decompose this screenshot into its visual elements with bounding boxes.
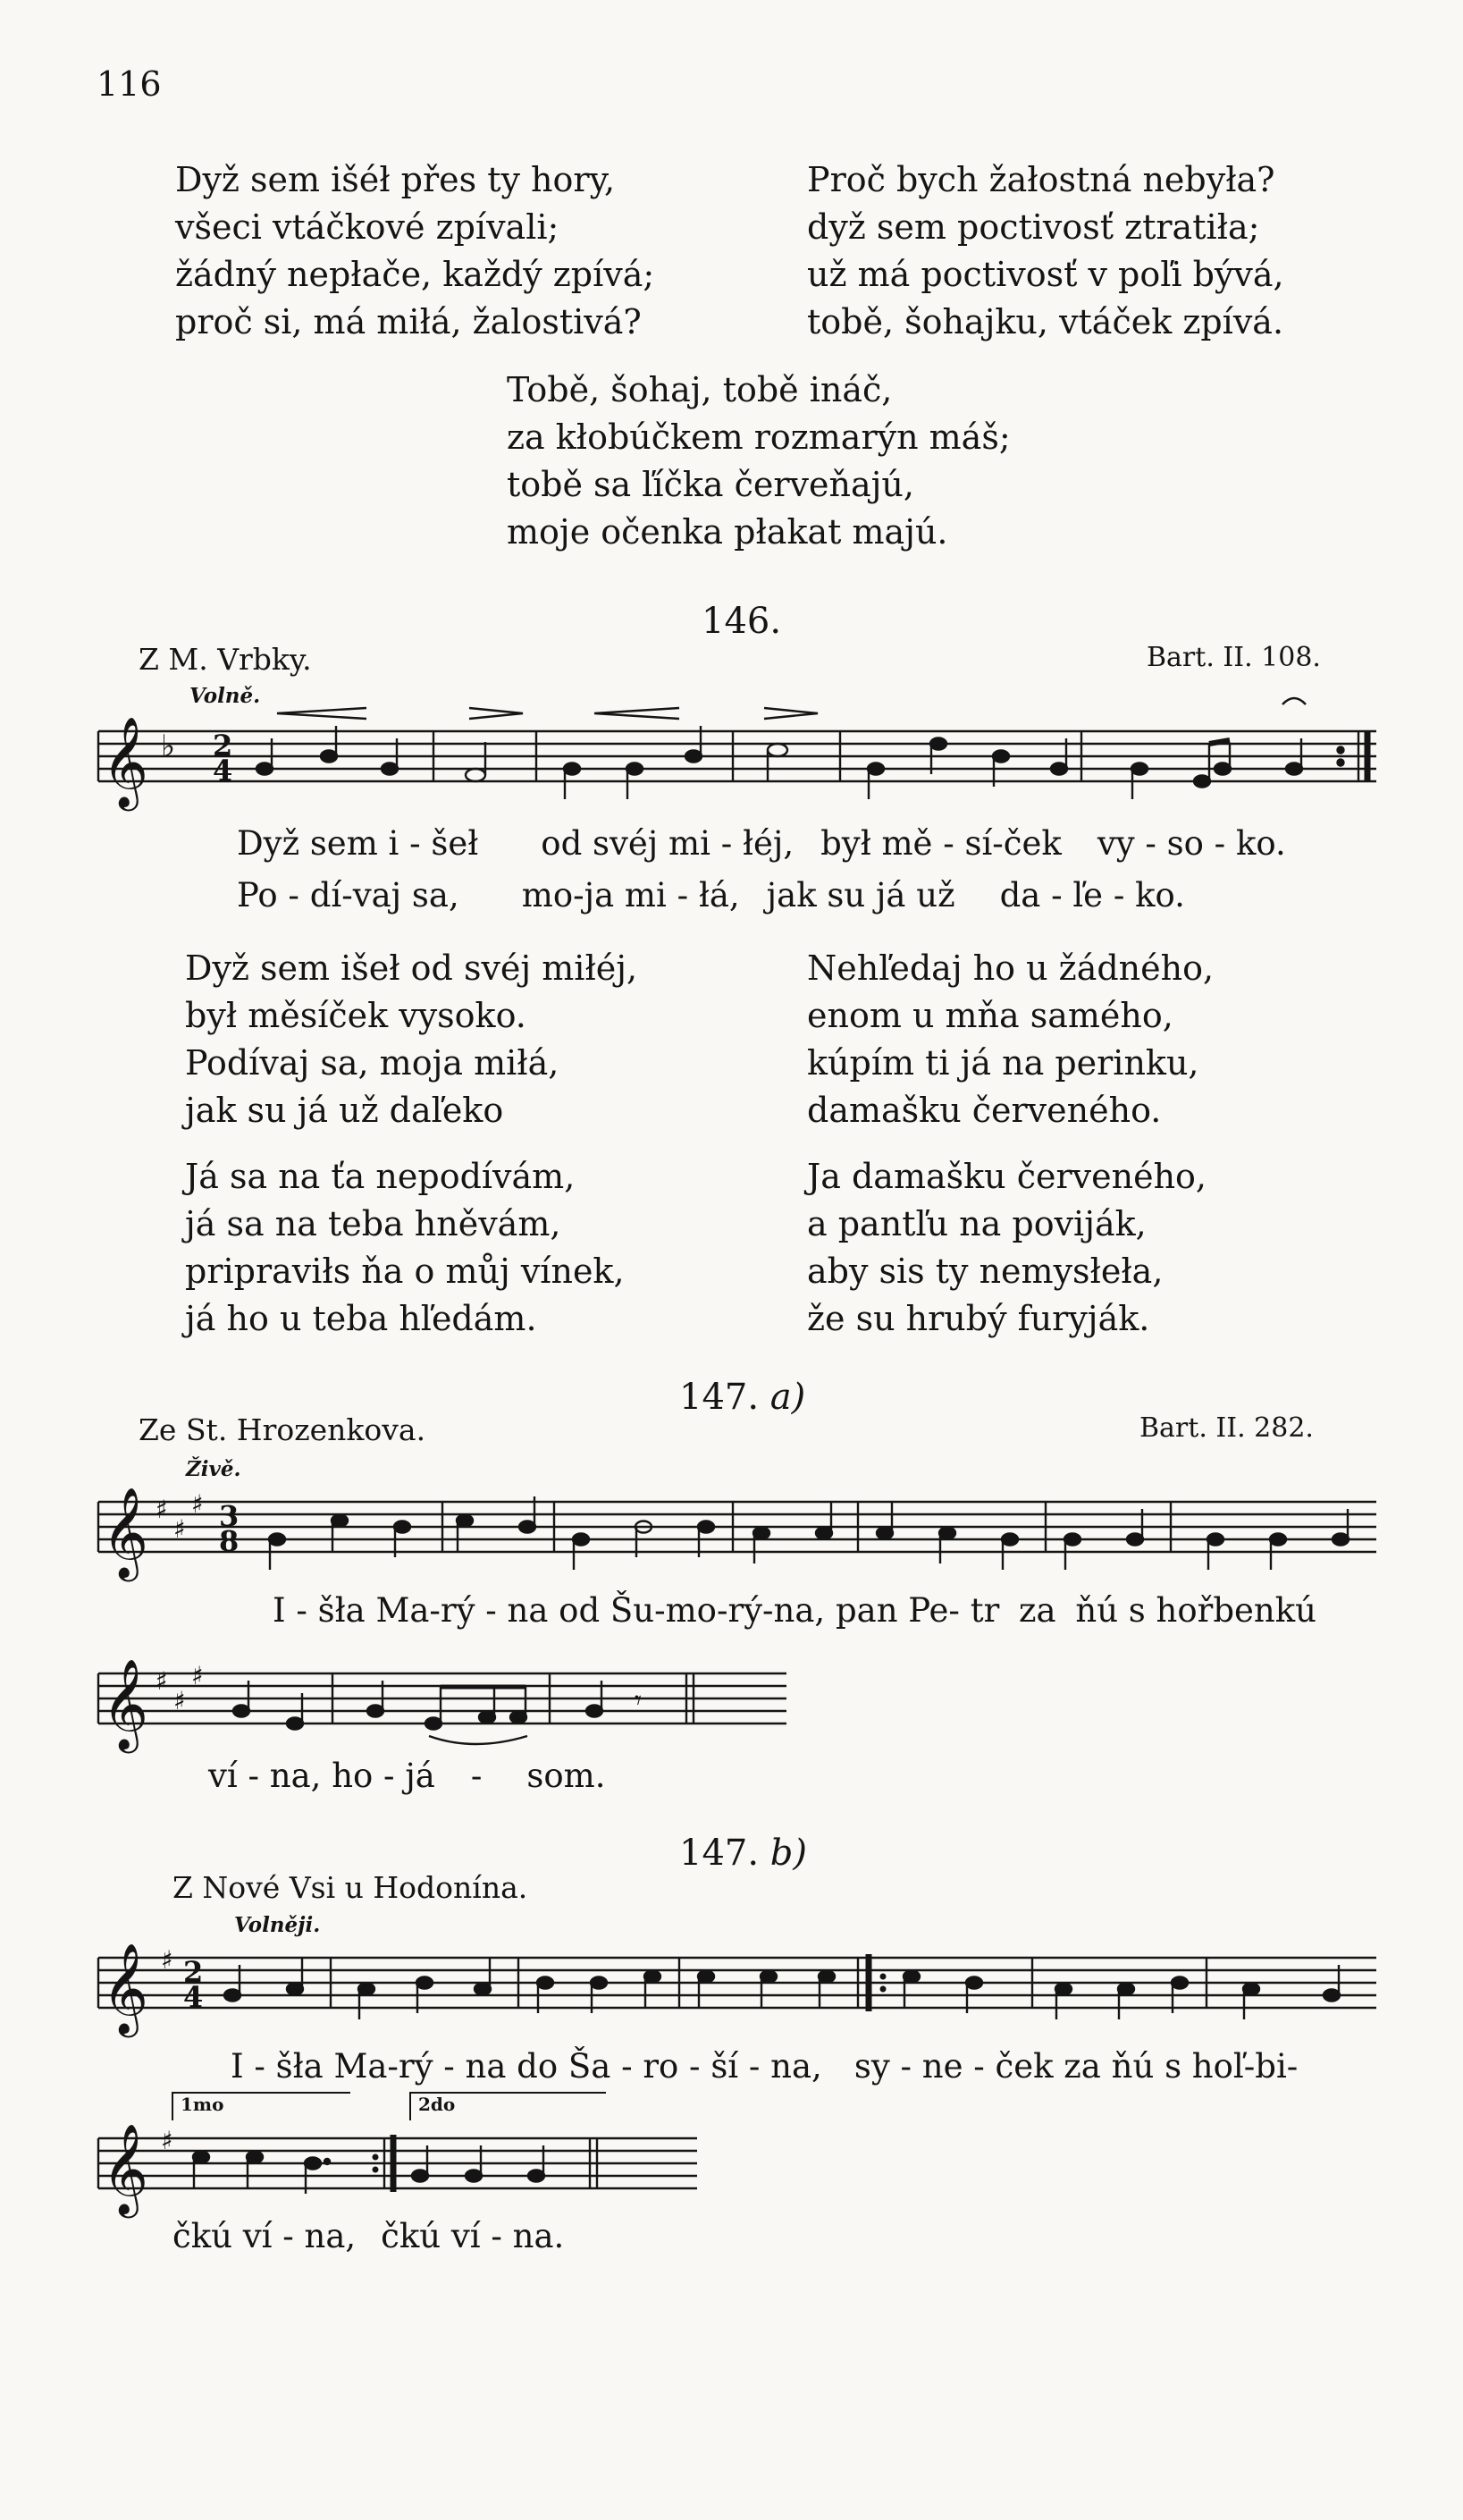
verse-line: že su hrubý furyják.: [807, 1299, 1150, 1338]
song-146-verse-right-2: [807, 1153, 1207, 1343]
tempo-marking: Volněji.: [234, 1913, 321, 1937]
verse-line: jak su já už daľeko: [185, 1091, 504, 1130]
lyrics-line-1: [231, 2047, 1298, 2086]
lyric-phrase: Šu-mo-rý-na,: [610, 1591, 826, 1630]
lyric-phrase: mo-ja mi - łá,: [521, 876, 740, 914]
verse-line: Ja damašku červeného,: [807, 1157, 1207, 1196]
tempo-marking: Živě.: [186, 1457, 241, 1481]
treble-clef-icon: 𝄞: [102, 715, 149, 807]
verse-line: Proč bych žałostná nebyła?: [807, 160, 1275, 199]
song-reference: Bart. II. 108.: [1147, 642, 1321, 673]
verse-line: dyž sem poctivosť ztratiła;: [807, 207, 1260, 247]
time-signature: 4: [213, 754, 233, 788]
lyric-phrase: sy - ne - ček za: [853, 2047, 1101, 2086]
lyrics-line-1: [273, 1591, 1316, 1630]
verse-line: enom u mňa samého,: [807, 996, 1173, 1035]
svg-text:𝄾: 𝄾: [635, 1685, 642, 1716]
music-staff: [89, 2103, 804, 2219]
lyric-phrase: ho - já: [332, 1757, 435, 1795]
song-146-verse-right-1: [807, 945, 1214, 1134]
lyric-phrase: ví - na,: [208, 1757, 322, 1795]
lyric-phrase: Po - dí-vaj sa,: [237, 876, 459, 914]
verse-line: už má poctivosť v poľi bývá,: [807, 255, 1284, 294]
tempo-marking: Volně.: [189, 684, 261, 708]
verse-line: já ho u teba hľedám.: [185, 1299, 537, 1338]
sharp-sign-icon: ♯: [191, 1489, 204, 1519]
song-146-verse-left-2: [185, 1153, 625, 1343]
lyric-phrase: do: [517, 2047, 559, 2086]
time-signature: 3: [219, 1499, 240, 1533]
lyric-phrase: jak su já už: [766, 876, 955, 914]
song-number: 146.: [702, 601, 782, 642]
lyric-phrase: s hořbenkú: [1128, 1591, 1316, 1630]
intro-verse-center: [507, 367, 1011, 556]
music-staff: [89, 1922, 1394, 2038]
lyric-phrase: Ša - ro - ší - na,: [568, 2047, 822, 2086]
song-source: Ze St. Hrozenkova.: [139, 1412, 426, 1447]
verse-line: aby sis ty nemysłeła,: [807, 1252, 1164, 1291]
lyric-phrase: ňú: [1075, 1591, 1119, 1630]
lyrics-line-2: [237, 876, 1185, 914]
verse-line: Dyž sem išéł přes ty hory,: [175, 160, 616, 199]
lyric-phrase: I - šła: [231, 2047, 324, 2086]
lyric-phrase: był mě - sí-ček: [820, 824, 1062, 863]
song-source: Z Nové Vsi u Hodonína.: [172, 1870, 528, 1905]
lyric-phrase: da - ľe - ko.: [999, 876, 1185, 914]
verse-line: tobě, šohajku, vtáček zpívá.: [807, 302, 1284, 341]
verse-line: był měsíček vysoko.: [185, 996, 526, 1035]
song-number: 147. a): [679, 1377, 806, 1418]
verse-line: a pantľu na poviják,: [807, 1204, 1147, 1243]
time-signature: 4: [183, 1980, 204, 2014]
verse-line: damašku červeného.: [807, 1091, 1162, 1130]
verse-line: za kłobúčkem rozmarýn máš;: [507, 417, 1011, 457]
intro-verse-left: [175, 156, 654, 346]
time-signature: 8: [219, 1524, 240, 1558]
lyric-phrase: od svéj mi - łéj,: [541, 824, 795, 863]
lyric-phrase: vy - so - ko.: [1097, 824, 1286, 863]
flat-sign-icon: ♭: [161, 729, 176, 764]
verse-line: proč si, má miłá, žalostivá?: [175, 302, 642, 341]
sharp-sign-icon: ♯: [173, 1514, 186, 1544]
sharp-sign-icon: ♯: [173, 1686, 186, 1715]
lyric-phrase: I - šła: [273, 1591, 366, 1630]
sharp-sign-icon: ♯: [156, 1666, 168, 1696]
treble-clef-icon: 𝄞: [102, 1942, 149, 2034]
song-number: 147. b): [679, 1833, 807, 1874]
treble-clef-icon: 𝄞: [102, 2122, 149, 2214]
sharp-sign-icon: ♯: [161, 2126, 173, 2155]
lyric-phrase: -: [470, 1757, 483, 1795]
volta-bracket-second: 2do: [409, 2092, 606, 2120]
lyric-phrase: ňú: [1111, 2047, 1155, 2086]
sharp-sign-icon: ♯: [156, 1495, 168, 1524]
music-staff: [89, 1466, 1394, 1582]
song-source: Z M. Vrbky.: [139, 642, 312, 677]
verse-line: žádný nepłače, každý zpívá;: [175, 255, 655, 294]
lyric-phrase: čkú ví - na.: [381, 2217, 565, 2255]
verse-line: Nehľedaj ho u žádného,: [807, 948, 1215, 988]
song-reference: Bart. II. 282.: [1139, 1412, 1314, 1444]
lyric-phrase: od: [559, 1591, 601, 1630]
verse-line: Já sa na ťa nepodívám,: [185, 1157, 576, 1196]
lyrics-line-2: [172, 2217, 564, 2255]
verse-line: kúpím ti já na perinku,: [807, 1043, 1199, 1083]
lyric-phrase: s hoľ-bi-: [1165, 2047, 1299, 2086]
sharp-sign-icon: ♯: [191, 1661, 204, 1690]
lyric-phrase: čkú ví - na,: [172, 2217, 357, 2255]
lyric-phrase: Ma-rý - na: [375, 1591, 549, 1630]
lyric-phrase: Ma-rý - na: [333, 2047, 507, 2086]
verse-line: Podívaj sa, moja miłá,: [185, 1043, 559, 1083]
lyric-phrase: za: [1019, 1591, 1056, 1630]
verse-line: já sa na teba hněvám,: [185, 1204, 561, 1243]
music-staff: [89, 1638, 804, 1754]
page-number: 116: [97, 64, 162, 104]
verse-line: tobě sa ľíčka červeňajú,: [507, 465, 914, 504]
verse-line: všeci vtáčkové zpívali;: [175, 207, 559, 247]
verse-line: Dyž sem išeł od svéj miłéj,: [185, 948, 638, 988]
treble-clef-icon: 𝄞: [102, 1486, 149, 1578]
time-signature: 2: [213, 729, 233, 763]
verse-line: pripraviłs ňa o můj vínek,: [185, 1252, 625, 1291]
sharp-sign-icon: ♯: [161, 1945, 173, 1975]
lyrics-line-1: [237, 824, 1286, 863]
volta-bracket-first: 1mo: [172, 2092, 350, 2120]
verse-line: moje očenka płakat majú.: [507, 512, 948, 552]
time-signature: 2: [183, 1955, 204, 1989]
lyrics-line-2: [208, 1757, 606, 1795]
intro-verse-right: [807, 156, 1284, 346]
lyric-phrase: som.: [526, 1757, 606, 1795]
treble-clef-icon: 𝄞: [102, 1657, 149, 1749]
music-staff: [89, 688, 1394, 822]
lyric-phrase: Dyž sem i - šeł: [237, 824, 479, 863]
lyric-phrase: pan Pe- tr: [835, 1591, 1000, 1630]
song-146-verse-left-1: [185, 945, 637, 1134]
verse-line: Tobě, šohaj, tobě ináč,: [507, 370, 893, 409]
